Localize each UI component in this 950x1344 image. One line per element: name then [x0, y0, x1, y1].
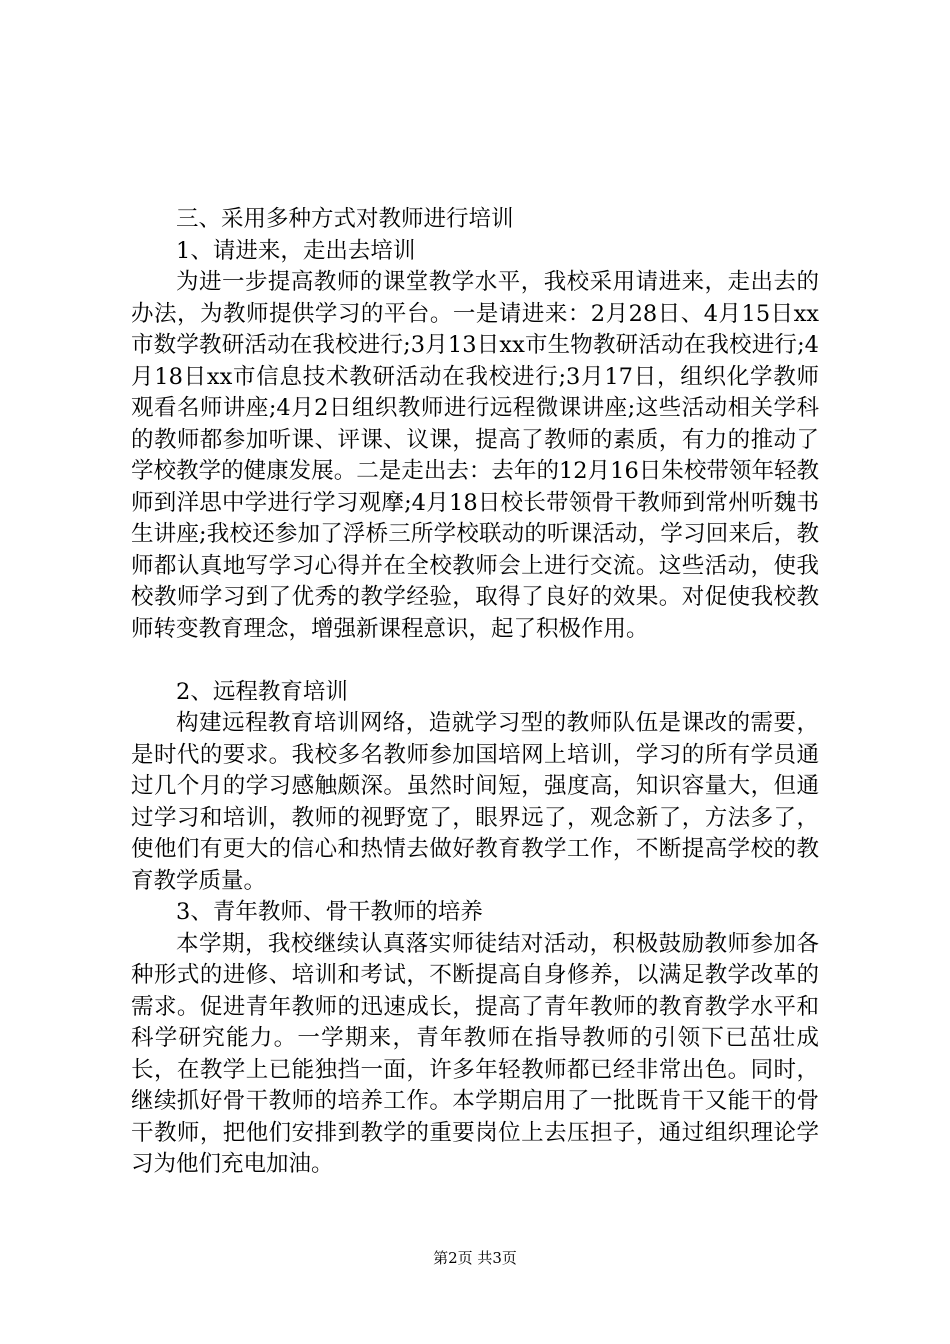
paragraph-invite-and-go-out: 为进一步提高教师的课堂教学水平，我校采用请进来，走出去的办法，为教师提供学习的平台。一是请进来：2月28日、4月15日xx市数学教研活动在我校进行;3月13日xx市生物教研活动在我校进行;4月18日xx市信息技术教研活动在我校进行;3月17日，组织化学教师观看名师讲座;4月2日组织教师进行远程微课讲座;这些活动相关学科的教师都参加听课、评课、议课，提高了教师的素质，有力的推动了学校教学的健康发展。二是走出去：去年的12月16日朱校带领年轻教师到洋思中学进行学习观摩;4月18日校长带领骨干教师到常州听魏书生讲座;我校还参加了浮桥三所学校联动的听课活动，学习回来后，教师都认真地写学习心得并在全校教师会上进行交流。这些活动，使我校教师学习到了优秀的教学经验，取得了良好的效果。对促使我校教师转变教育理念，增强新课程意识，起了积极作用。: [131, 269, 819, 642]
section-heading-3: 三、采用多种方式对教师进行培训: [176, 206, 514, 232]
subheading-invite-and-go-out: 1、请进来，走出去培训: [176, 237, 416, 264]
document-body: [131, 204, 819, 1181]
paragraph-gap: [131, 645, 819, 677]
subheading-teacher-development: 3、青年教师、骨干教师的培养: [176, 899, 483, 925]
subheading-remote-education: 2、远程教育培训: [176, 678, 348, 705]
page-number: 第2页 共3页: [433, 1249, 517, 1267]
paragraph-remote-education: 构建远程教育培训网络，造就学习型的教师队伍是课改的需要，是时代的要求。我校多名教师参加国培网上培训，学习的所有学员通过几个月的学习感触颇深。虽然时间短，强度高，知识容量大，但通过学习和培训，教师的视野宽了，眼界远了，观念新了，方法多了，使他们有更大的信心和热情去做好教育教学工作，不断提高学校的教育教学质量。: [131, 710, 819, 894]
paragraph-teacher-development: 本学期，我校继续认真落实师徒结对活动，积极鼓励教师参加各种形式的进修、培训和考试，不断提高自身修养，以满足教学改革的需求。促进青年教师的迅速成长，提高了青年教师的教育教学水平和科学研究能力。一学期来，青年教师在指导教师的引领下已茁壮成长，在教学上已能独挡一面，许多年轻教师都已经非常出色。同时，继续抓好骨干教师的培养工作。本学期启用了一批既肯干又能干的骨干教师，把他们安排到教学的重要岗位上去压担子，通过组织理论学习为他们充电加油。: [131, 930, 819, 1177]
